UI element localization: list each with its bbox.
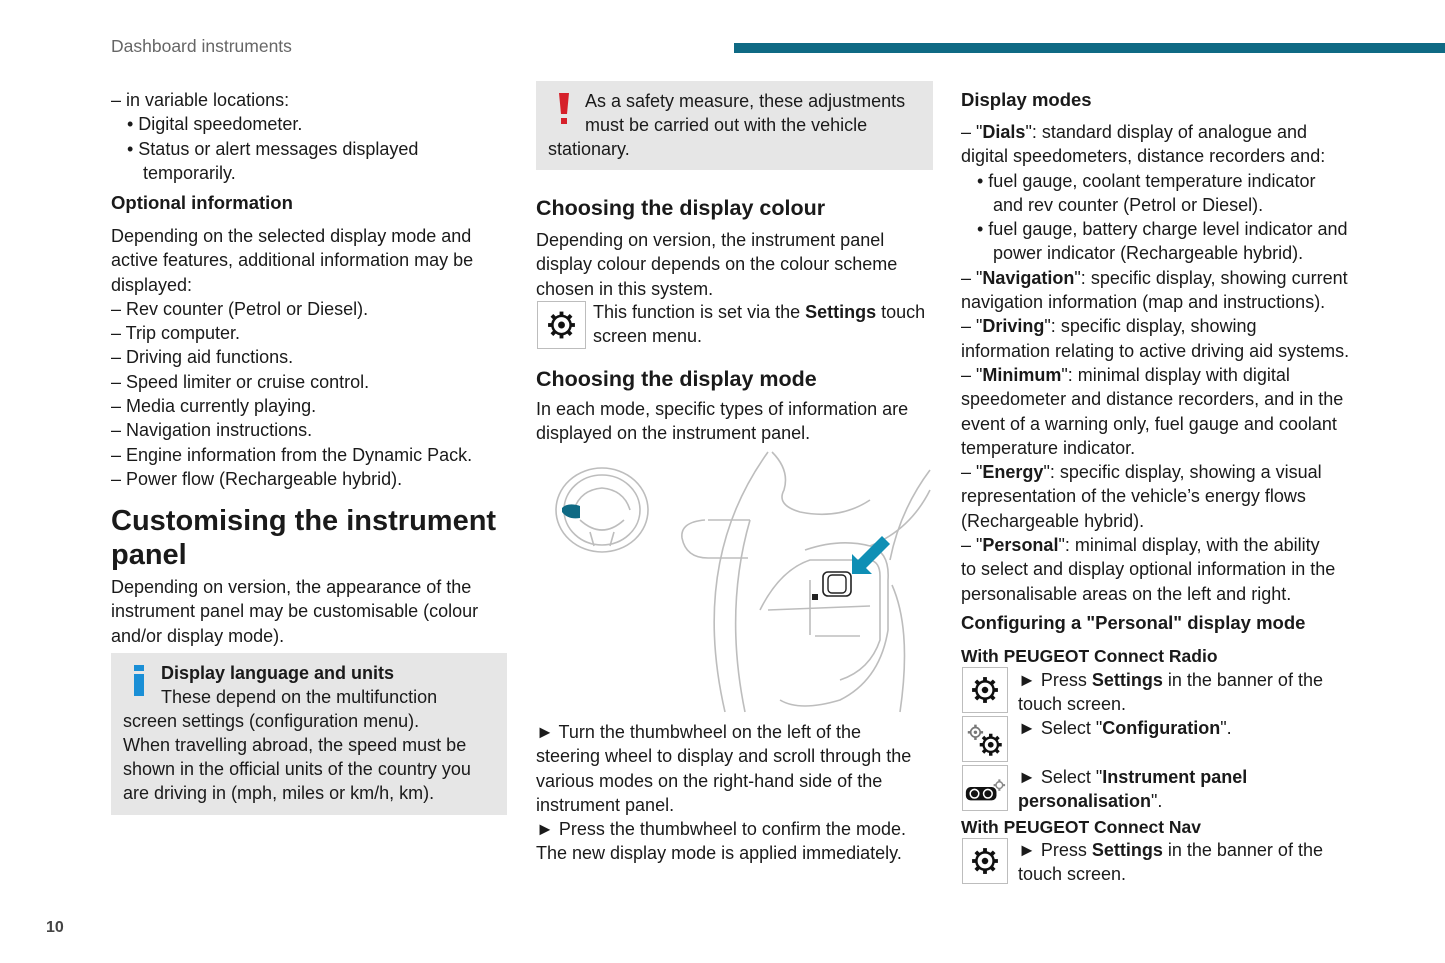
display-mode-line [961, 363, 1401, 387]
customising-body [111, 575, 511, 648]
intro-line: – in variable locations: [111, 90, 290, 110]
text-run: (Rechargeable hybrid). [961, 510, 1145, 531]
configuration-icon [963, 717, 1007, 761]
info-icon [133, 665, 145, 697]
display-mode-heading: Choosing the display mode [536, 367, 817, 391]
intro-bullet: • Status or alert messages displayed [127, 138, 419, 159]
column-left [111, 88, 511, 185]
running-header: Dashboard instruments [111, 36, 292, 56]
display-mode-line [961, 509, 1401, 533]
text-run: • fuel gauge, coolant temperature indicator [977, 170, 1316, 191]
paragraph-line: and/or display mode). [111, 625, 285, 646]
paragraph-line: Depending on version, the appearance of the [111, 577, 472, 597]
list-item: – Trip computer. [111, 323, 241, 344]
text-run: ". [1220, 718, 1232, 738]
info-note-line: These depend on the multifunction [161, 687, 438, 707]
gear-icon [538, 302, 585, 348]
settings-function-line [593, 300, 925, 324]
page-number: 10 [46, 919, 64, 936]
text-run: digital speedometers, distance recorders and: [961, 146, 1326, 167]
instruction-line: ► Press the thumbwheel to confirm the mode. [536, 819, 906, 840]
mode-name: Energy [982, 462, 1044, 483]
configuration-icon-box [962, 716, 1008, 762]
display-mode-line [961, 193, 1401, 217]
info-note-line: are driving in (mph, miles or km/h, km). [123, 783, 435, 803]
display-mode-line [961, 582, 1401, 606]
text-run: ► Select " [1018, 767, 1103, 787]
instrument-panel-icon [963, 766, 1007, 810]
thumbwheel-instructions [536, 720, 936, 866]
paragraph-line: Depending on the selected display mode and [111, 226, 472, 246]
warning-note-box [536, 81, 933, 170]
radio-step-line [1018, 716, 1232, 740]
warning-note-line: must be carried out with the vehicle [585, 115, 868, 135]
text-run: ► Press [1018, 840, 1092, 860]
instruction-line: The new display mode is applied immediately. [536, 843, 902, 864]
info-note-line: shown in the official units of the country you [123, 759, 471, 779]
instruction-line: various modes on the right-hand side of the [536, 770, 883, 791]
mode-name: Driving [982, 316, 1045, 337]
intro-bullet: • Digital speedometer. [127, 114, 303, 135]
display-modes-list [961, 120, 1401, 606]
list-item: – Media currently playing. [111, 396, 317, 417]
text-run: – " [961, 535, 983, 556]
info-note-line: When travelling abroad, the speed must be [123, 735, 467, 755]
gear-icon [963, 668, 1007, 712]
text-run: representation of the vehicle’s energy flows [961, 486, 1306, 507]
paragraph-line: chosen in this system. [536, 278, 714, 299]
display-mode-line [961, 120, 1401, 144]
display-mode-line [961, 217, 1401, 241]
display-colour-body [536, 228, 936, 301]
info-note-title: Display language and units [161, 663, 395, 683]
display-mode-line [961, 339, 1401, 363]
settings-term: Settings [1091, 670, 1163, 690]
heading-line: Customising the instrument [111, 505, 497, 537]
nav-step-line [1018, 838, 1323, 862]
text-run: – " [961, 267, 983, 288]
text-run: navigation information (map and instructions). [961, 292, 1326, 313]
text-run: event of a warning only, fuel gauge and coolant [961, 413, 1337, 434]
text-run: ► Select " [1018, 718, 1103, 738]
instruction-line: ► Turn the thumbwheel on the left of the [536, 722, 862, 742]
display-mode-line [961, 387, 1401, 411]
text-run: and rev counter (Petrol or Diesel). [993, 194, 1264, 215]
gear-icon [963, 839, 1007, 883]
paragraph-line: In each mode, specific types of information are [536, 399, 909, 419]
list-item: – Engine information from the Dynamic Pack. [111, 444, 473, 465]
settings-function-line2: screen menu. [593, 326, 703, 346]
intro-bullet-cont: temporarily. [143, 162, 236, 183]
mode-name: Personal [982, 535, 1059, 556]
text-run: ": minimal display, with the ability [1058, 535, 1320, 556]
connect-nav-heading: With PEUGEOT Connect Nav [961, 817, 1202, 837]
text-run: in the banner of the [1162, 670, 1323, 690]
list-item: – Driving aid functions. [111, 347, 294, 368]
text-run: ► Press [1018, 670, 1092, 690]
instruction-line: instrument panel. [536, 794, 675, 815]
text-run: personalisable areas on the left and right. [961, 583, 1292, 604]
text-run: • fuel gauge, battery charge level indicator and [977, 219, 1348, 240]
display-mode-line [961, 169, 1401, 193]
text-run: touch [876, 302, 926, 322]
paragraph-line: instrument panel may be customisable (colour [111, 601, 479, 622]
paragraph-line: displayed: [111, 274, 193, 295]
display-mode-line [961, 314, 1401, 338]
text-run: power indicator (Rechargeable hybrid). [993, 243, 1304, 264]
display-mode-line [961, 241, 1401, 265]
display-mode-line [961, 290, 1401, 314]
display-mode-line [961, 533, 1401, 557]
mode-name: Minimum [982, 364, 1062, 385]
radio-step-line [1018, 765, 1247, 789]
display-mode-line [961, 460, 1401, 484]
mode-name: Navigation [982, 267, 1075, 288]
settings-icon-box [537, 301, 586, 349]
display-mode-line [961, 412, 1401, 436]
display-modes-heading: Display modes [961, 89, 1092, 110]
radio-step-line2: touch screen. [1018, 694, 1127, 714]
text-run: This function is set via the [593, 302, 806, 322]
display-colour-heading: Choosing the display colour [536, 196, 826, 220]
text-run: ": standard display of analogue and [1025, 122, 1308, 142]
warning-note-line: stationary. [548, 139, 630, 159]
list-item: – Speed limiter or cruise control. [111, 371, 370, 392]
optional-information-body [111, 224, 511, 491]
text-run: ": specific display, showing current [1074, 267, 1348, 288]
text-run: to select and display optional information in the [961, 559, 1336, 580]
list-item: – Navigation instructions. [111, 420, 313, 441]
radio-step-line [1018, 668, 1323, 692]
warning-icon [558, 93, 570, 125]
display-mode-line [961, 144, 1401, 168]
list-item: – Rev counter (Petrol or Diesel). [111, 298, 369, 319]
text-run: temperature indicator. [961, 437, 1136, 458]
display-mode-line [961, 557, 1401, 581]
personalisation-term: personalisation [1018, 791, 1152, 811]
text-run: – " [961, 364, 983, 385]
list-item: – Power flow (Rechargeable hybrid). [111, 468, 403, 489]
text-run: – " [961, 462, 983, 483]
optional-information-heading: Optional information [111, 192, 293, 213]
steering-wheel-illustration [540, 450, 932, 715]
settings-icon-box [962, 667, 1008, 713]
instruction-line: steering wheel to display and scroll through the [536, 746, 912, 767]
paragraph-line: active features, additional information may be [111, 250, 474, 271]
info-note-box [111, 653, 507, 815]
text-run: in the banner of the [1162, 840, 1323, 860]
text-run: ". [1151, 791, 1163, 811]
mode-name: Dials [982, 122, 1026, 142]
text-run: ": specific display, showing a visual [1043, 462, 1322, 483]
display-mode-body [536, 397, 936, 446]
text-run: – " [961, 316, 983, 337]
text-run: ": minimal display with digital [1061, 364, 1290, 385]
instrument-panel-term: Instrument panel [1102, 767, 1248, 787]
instrument-panel-icon-box [962, 765, 1008, 811]
nav-step-line2: touch screen. [1018, 864, 1127, 884]
settings-term: Settings [1091, 840, 1163, 860]
customising-heading [111, 504, 496, 572]
paragraph-line: displayed on the instrument panel. [536, 423, 811, 444]
settings-term: Settings [805, 302, 877, 322]
text-run: speedometer and distance recorders, and in the [961, 389, 1344, 410]
paragraph-line: Depending on version, the instrument panel [536, 230, 885, 250]
personal-mode-heading: Configuring a "Personal" display mode [961, 612, 1306, 633]
paragraph-line: display colour depends on the colour scheme [536, 254, 898, 275]
display-mode-line [961, 436, 1401, 460]
settings-icon-box [962, 838, 1008, 884]
text-run: information relating to active driving aid systems. [961, 340, 1350, 361]
configuration-term: Configuration [1102, 718, 1221, 738]
text-run: – " [961, 122, 983, 142]
warning-note-line: As a safety measure, these adjustments [585, 91, 906, 111]
connect-radio-heading: With PEUGEOT Connect Radio [961, 646, 1218, 666]
radio-step-line2 [1018, 789, 1162, 813]
text-run: ": specific display, showing [1044, 316, 1257, 337]
info-note-line: screen settings (configuration menu). [123, 711, 420, 731]
display-mode-line [961, 266, 1401, 290]
header-accent-bar [734, 43, 1445, 53]
heading-line: panel [111, 539, 187, 571]
display-mode-line [961, 484, 1401, 508]
